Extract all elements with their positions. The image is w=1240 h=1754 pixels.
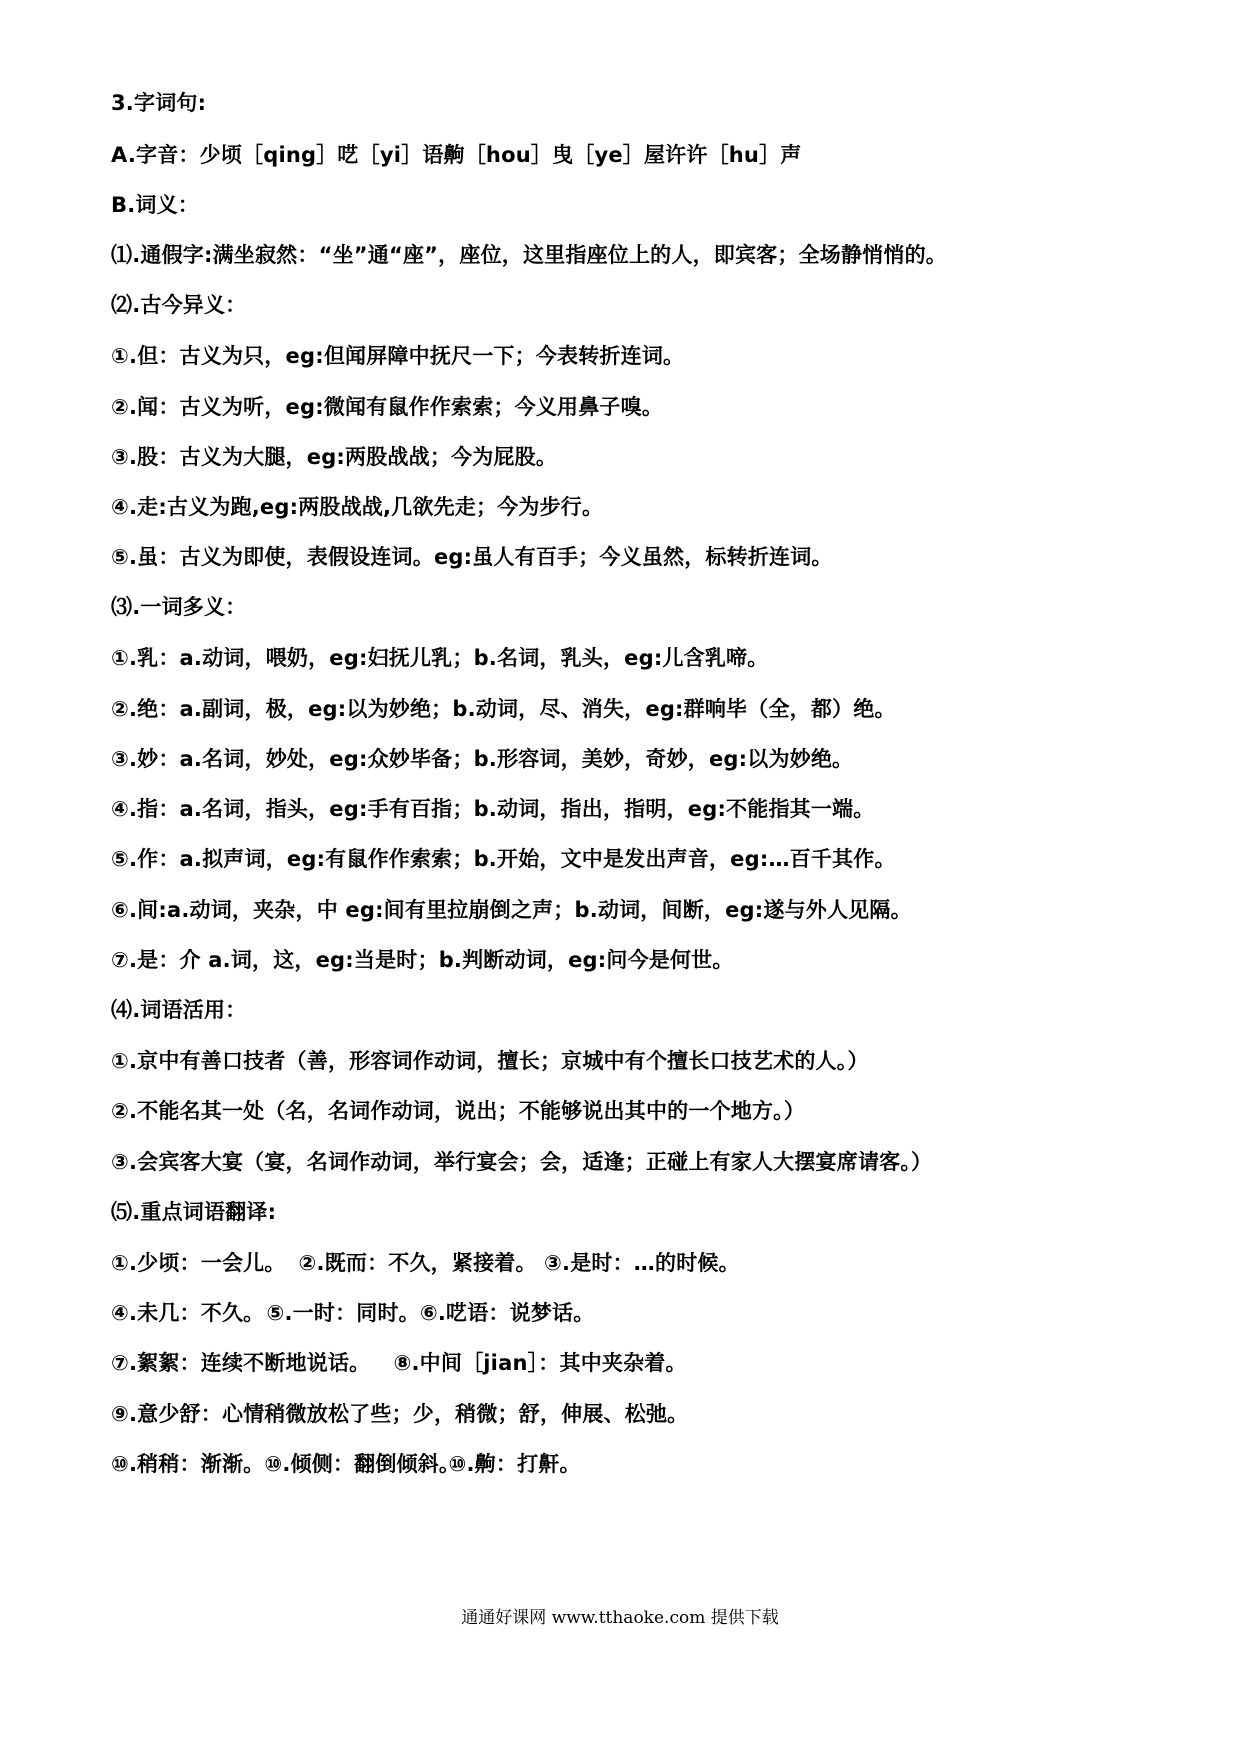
gujin-item: ①.但：古义为只，eg:但闻屏障中抚尺一下；今表转折连词。 [111,344,685,368]
section-heading: 3.字词句: [111,91,207,115]
fanyi-term: ④.未几：不久。 [111,1301,265,1325]
fanyi-heading: ⑸.重点词语翻译: [111,1200,277,1224]
fanyi-term: ⑦.絮絮：连续不断地说话。 [111,1351,371,1375]
fanyi-row [111,1298,594,1328]
fanyi-term: ⑧.中间［jian］：其中夹杂着。 [393,1351,687,1375]
meaning-heading: B.词义： [111,193,199,217]
fanyi-term: ②.既而：不久，紧接着。 [298,1251,537,1275]
duoyi-item: ④.指：a.名词，指头，eg:手有百指；b.动词，指出，指明，eg:不能指其一端。 [111,797,875,821]
duoyi-item: ⑦.是：介 a.词，这，eg:当是时；b.判断动词，eg:问今是何世。 [111,948,734,972]
gujin-item: ⑤.虽：古义为即使，表假设连词。eg:虽人有百手；今义虽然，标转折连词。 [111,545,833,569]
gujin-heading: ⑵.古今异义： [111,293,247,317]
fanyi-term: ⑩.稍稍：渐渐。⑩.倾侧：翻倒倾斜。 [111,1452,461,1476]
fanyi-row [111,1348,687,1378]
duoyi-item: ⑤.作：a.拟声词，eg:有鼠作作索索；b.开始，文中是发出声音，eg:…百千其作。 [111,847,896,871]
duoyi-heading: ⑶.一词多义： [111,595,247,619]
fanyi-term: ⑤.一时：同时。⑥.呓语：说梦话。 [266,1301,595,1325]
fanyi-row [111,1248,740,1278]
huoyong-item: ③.会宾客大宴（宴，名词作动词，举行宴会；会，适逢；正碰上有家人大摆宴席请客。） [111,1150,933,1174]
huoyong-heading: ⑷.词语活用： [111,998,247,1022]
huoyong-item: ②.不能名其一处（名，名词作动词，说出；不能够说出其中的一个地方。） [111,1099,806,1123]
huoyong-item: ①.京中有善口技者（善，形容词作动词，擅长；京城中有个擅长口技艺术的人。） [111,1049,869,1073]
fanyi-term: ⑨.意少舒：心情稍微放松了些；少，稍微；舒，伸展、松弛。 [111,1402,689,1426]
tongjia-line: ⑴.通假字:满坐寂然：“坐”通“座”，座位，这里指座位上的人，即宾客；全场静悄悄的。 [111,243,947,267]
duoyi-item: ②.绝：a.副词，极，eg:以为妙绝；b.动词，尽、消失，eg:群响毕（全，都）绝。 [111,697,896,721]
fanyi-row [111,1399,688,1429]
duoyi-item: ⑥.间:a.动词，夹杂，中 eg:间有里拉崩倒之声；b.动词，间断，eg:遂与外人见隔。 [111,898,912,922]
duoyi-item: ③.妙：a.名词，妙处，eg:众妙毕备；b.形容词，美妙，奇妙，eg:以为妙绝。 [111,747,854,771]
pronunciation-line: A.字音：少顷［qing］呓［yi］语齁［hou］曳［ye］屋许许［hu］声 [111,143,802,167]
fanyi-row [111,1449,581,1479]
gujin-item: ③.股：古义为大腿，eg:两股战战；今为屁股。 [111,445,558,469]
fanyi-term: ⑩.齁：打鼾。 [448,1452,581,1476]
gujin-item: ④.走:古义为跑,eg:两股战战,几欲先走；今为步行。 [111,495,604,519]
fanyi-term: ①.少顷：一会儿。 [111,1251,286,1275]
duoyi-item: ①.乳：a.动词，喂奶，eg:妇抚儿乳；b.名词，乳头，eg:儿含乳啼。 [111,646,769,670]
page-footer: 通通好课网 www.tthaoke.com 提供下载 [461,1608,779,1628]
fanyi-term: ③.是时：…的时候。 [544,1251,740,1275]
gujin-item: ②.闻：古义为听，eg:微闻有鼠作作索索；今义用鼻子嗅。 [111,395,664,419]
